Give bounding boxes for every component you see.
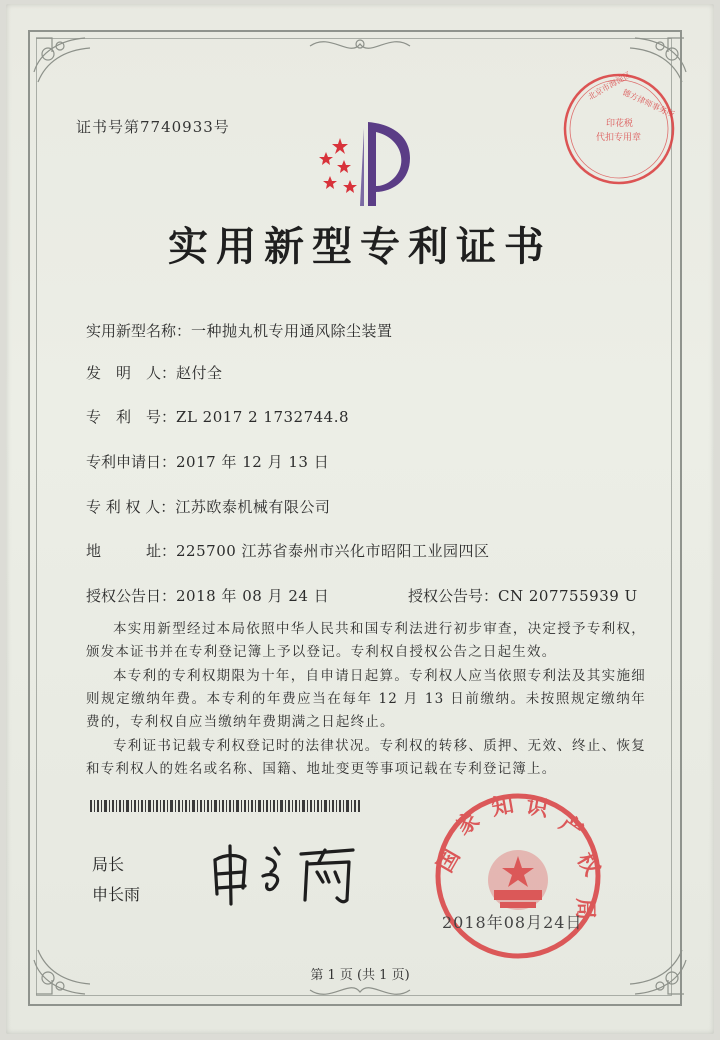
top-center-ornament <box>300 32 420 58</box>
director-signature <box>205 838 365 908</box>
field-filing-date <box>86 451 329 472</box>
patentee-value: 江苏欧泰机械有限公司 <box>175 498 331 516</box>
grant-date-label: 授权公告日： <box>86 587 177 605</box>
svg-text:北京市海淀区: 北京市海淀区 <box>586 70 633 102</box>
paragraph-legal-status: 专利证书记载专利权登记时的法律状况。专利权的转移、质押、无效、终止、恢复和专利权人的姓名或名称、国籍、地址变更等事项记载在专利登记簿上。 <box>86 738 646 777</box>
address-label: 地 址： <box>86 542 177 560</box>
agency-tax-stamp <box>560 70 678 188</box>
svg-text:代扣专用章: 代扣专用章 <box>596 133 642 143</box>
patent-number-label: 专 利 号： <box>86 408 177 426</box>
paragraph-grant-decision: 本实用新型经过本局依照中华人民共和国专利法进行初步审查，决定授予专利权，颁发本证书并在专利登记簿上予以登记。专利权自授权公告之日起生效。 <box>86 621 646 660</box>
svg-text:识: 识 <box>524 792 551 823</box>
svg-text:国: 国 <box>431 844 466 877</box>
corner-ornament-top-left <box>30 32 110 92</box>
address-value: 225700 江苏省泰州市兴化市昭阳工业园四区 <box>176 542 490 560</box>
certificate-title: 实用新型专利证书 <box>168 223 552 270</box>
svg-text:局: 局 <box>572 898 598 921</box>
inventor-value: 赵付全 <box>176 364 223 382</box>
svg-text:印花税: 印花税 <box>606 119 634 129</box>
filing-date-value: 2017 年 12 月 13 日 <box>176 453 330 471</box>
patent-office-seal <box>420 790 616 960</box>
field-inventor <box>86 362 223 383</box>
svg-text:家: 家 <box>451 806 485 841</box>
grant-number-value: CN 207755939 U <box>498 587 638 605</box>
field-patent-number <box>86 406 349 427</box>
patent-office-logo <box>310 118 420 210</box>
barcode <box>90 800 360 812</box>
svg-text:产: 产 <box>554 809 588 844</box>
inventor-label: 发 明 人： <box>86 364 177 382</box>
certificate-number: 证书号第7740933号 <box>76 118 230 136</box>
field-utility-model-name <box>86 320 393 341</box>
field-address <box>86 540 490 561</box>
field-grant-date <box>86 585 329 606</box>
director-name: 申长雨 <box>92 885 141 904</box>
paragraph-term-and-fees: 本专利的专利权期限为十年，自申请日起算。专利权人应当依照专利法及其实施细则规定缴纳年费。本专利的年费应当在每年 12 月 13 日前缴纳。未按照规定缴纳年费的，专利权自应当缴纳年费期满之日起终止。 <box>86 668 646 730</box>
field-grant-number <box>408 585 638 606</box>
director-title: 局长 <box>92 855 125 874</box>
svg-text:权: 权 <box>571 848 606 881</box>
utility-model-name-label: 实用新型名称： <box>86 322 192 340</box>
grant-date-value: 2018 年 08 月 24 日 <box>176 587 330 605</box>
bottom-center-ornament <box>300 982 420 1004</box>
patentee-label: 专 利 权 人： <box>86 498 176 516</box>
patent-number-value: ZL 2017 2 1732744.8 <box>176 408 350 426</box>
page-number: 第 1 页 (共 1 页) <box>310 968 410 983</box>
utility-model-name-value: 一种抛丸机专用通风除尘装置 <box>191 322 393 340</box>
svg-text:知: 知 <box>489 791 516 822</box>
grant-number-label: 授权公告号： <box>408 587 499 605</box>
seal-date: 2018年08月24日 <box>442 913 583 932</box>
field-patentee <box>86 496 330 517</box>
svg-text:德方律师事务所: 德方律师事务所 <box>621 87 676 120</box>
filing-date-label: 专利申请日： <box>86 453 177 471</box>
